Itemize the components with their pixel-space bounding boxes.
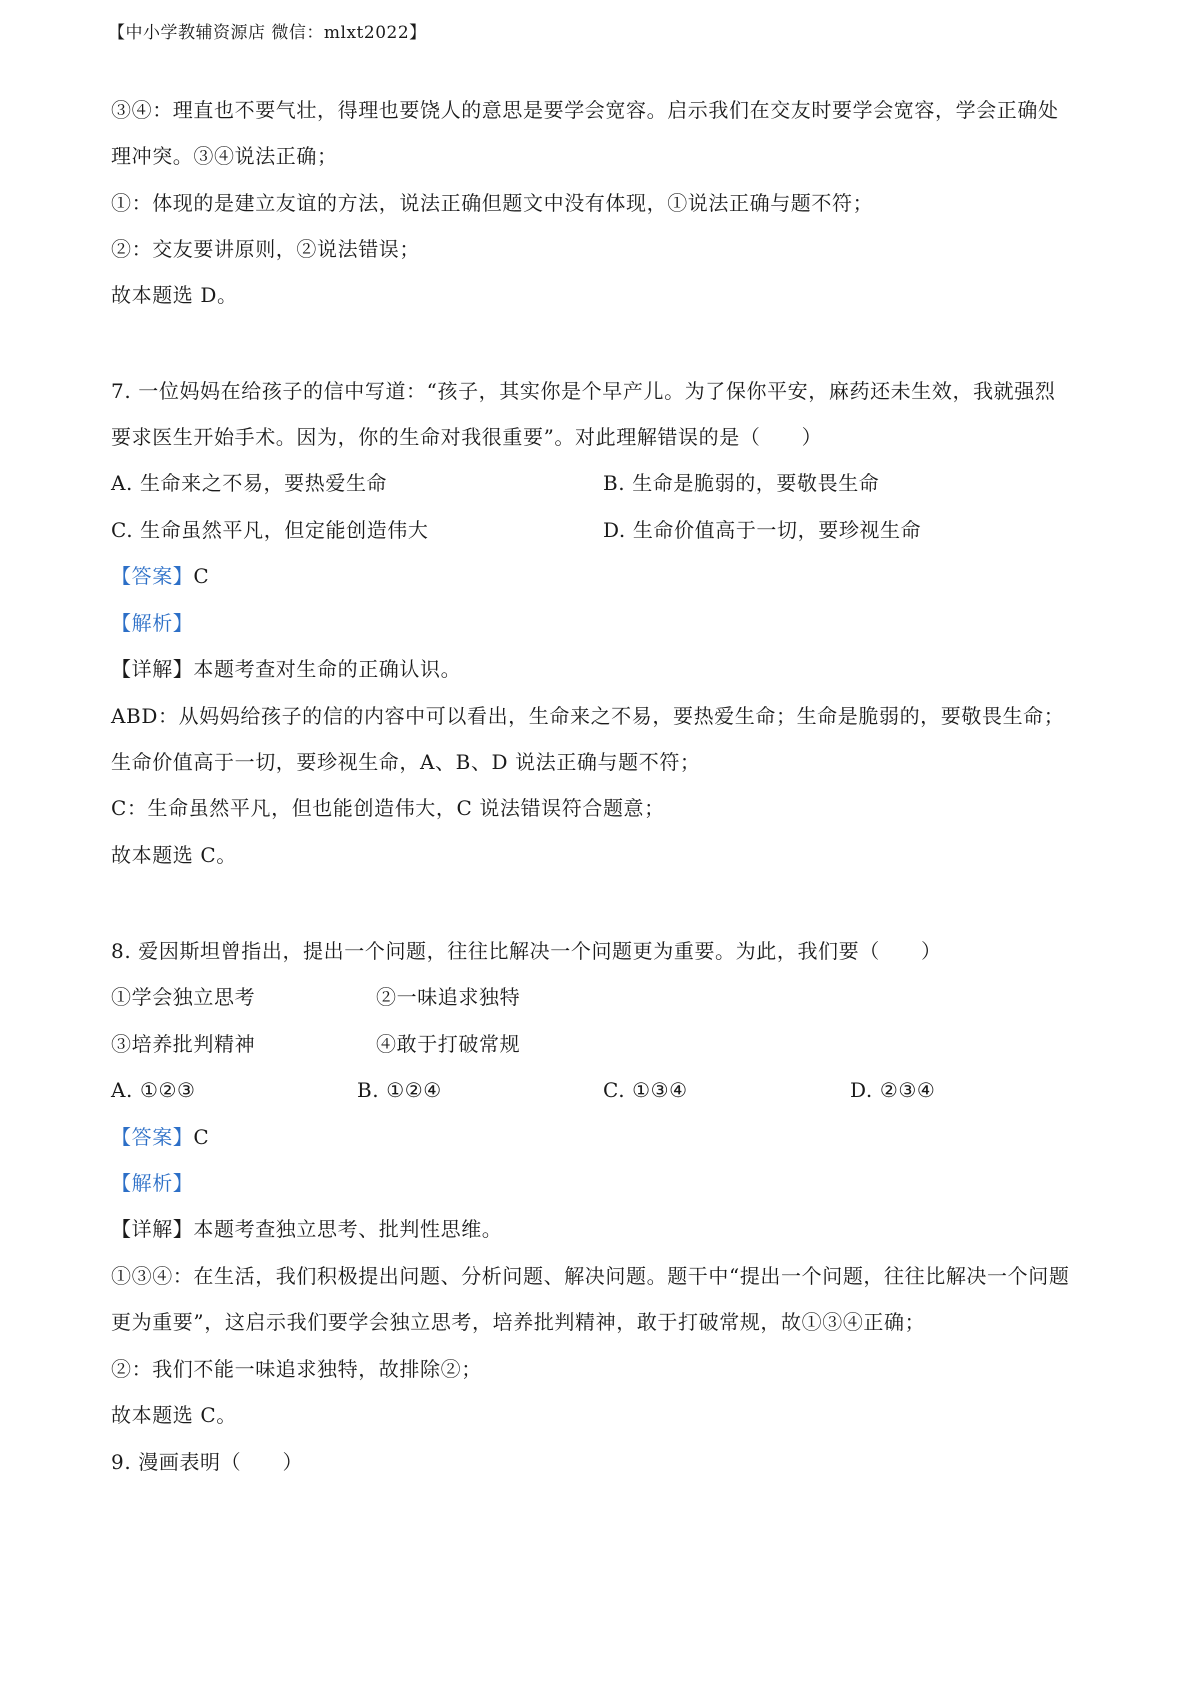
q8-stem: 8. 爱因斯坦曾指出，提出一个问题，往往比解决一个问题更为重要。为此，我们要（ ） — [111, 939, 942, 963]
q8-analysis-line: ②：我们不能一味追求独特，故排除②； — [111, 1357, 482, 1381]
q8-item-4: ④敢于打破常规 — [376, 1032, 521, 1056]
prev-analysis-line: 理冲突。③④说法正确； — [111, 144, 338, 168]
q7-option-b: B. 生命是脆弱的，要敬畏生命 — [603, 471, 880, 495]
q7-option-a: A. 生命来之不易，要热爱生命 — [111, 471, 388, 495]
q7-answer — [111, 563, 209, 589]
prev-analysis-line: ②：交友要讲原则，②说法错误； — [111, 237, 420, 261]
q7-stem: 7. 一位妈妈在给孩子的信中写道：“孩子，其实你是个早产儿。为了保你平安，麻药还未生效，我就强烈 — [111, 379, 1056, 403]
q8-option-b: B. ①②④ — [357, 1078, 442, 1102]
q8-detail: 【详解】本题考查独立思考、批判性思维。 — [111, 1217, 503, 1241]
q7-conclusion: 故本题选 C。 — [111, 843, 237, 867]
q8-item-3: ③培养批判精神 — [111, 1032, 256, 1056]
page-header: 【中小学教辅资源店 微信：mlxt2022】 — [108, 23, 427, 43]
q8-conclusion: 故本题选 C。 — [111, 1403, 237, 1427]
q7-analysis-tag: 【解析】 — [111, 611, 194, 635]
q7-analysis-line: C：生命虽然平凡，但也能创造伟大，C 说法错误符合题意； — [111, 796, 665, 820]
answer-tag: 【答案】 — [111, 564, 194, 588]
q8-option-c: C. ①③④ — [603, 1078, 688, 1102]
q7-option-d: D. 生命价值高于一切，要珍视生命 — [603, 518, 922, 542]
prev-analysis-line: ①：体现的是建立友谊的方法，说法正确但题文中没有体现，①说法正确与题不符； — [111, 191, 874, 215]
q8-option-d: D. ②③④ — [850, 1078, 936, 1102]
q8-item-2: ②一味追求独特 — [376, 985, 521, 1009]
answer-value: C — [193, 1125, 210, 1149]
q7-analysis-line: 生命价值高于一切，要珍视生命，A、B、D 说法正确与题不符； — [111, 750, 701, 774]
q8-option-a: A. ①②③ — [111, 1078, 196, 1102]
q8-item-1: ①学会独立思考 — [111, 985, 256, 1009]
q7-analysis-line: ABD：从妈妈给孩子的信的内容中可以看出，生命来之不易，要热爱生命；生命是脆弱的，要敬畏生命； — [111, 704, 1065, 728]
q8-analysis-line: 更为重要”，这启示我们要学会独立思考，培养批判精神，敢于打破常规，故①③④正确； — [111, 1310, 926, 1334]
q7-option-c: C. 生命虽然平凡，但定能创造伟大 — [111, 518, 429, 542]
prev-analysis-line: ③④：理直也不要气壮，得理也要饶人的意思是要学会宽容。启示我们在交友时要学会宽容，学会正确处 — [111, 98, 1059, 122]
answer-value: C — [193, 564, 210, 588]
q9-stem: 9. 漫画表明（ ） — [111, 1450, 304, 1474]
q7-detail: 【详解】本题考查对生命的正确认识。 — [111, 657, 462, 681]
prev-conclusion: 故本题选 D。 — [111, 283, 238, 307]
q8-analysis-line: ①③④：在生活，我们积极提出问题、分析问题、解决问题。题干中“提出一个问题，往往比解决一个问题 — [111, 1264, 1070, 1288]
q7-stem: 要求医生开始手术。因为，你的生命对我很重要”。对此理解错误的是（ ） — [111, 425, 823, 449]
q8-answer — [111, 1124, 209, 1150]
answer-tag: 【答案】 — [111, 1125, 194, 1149]
q8-analysis-tag: 【解析】 — [111, 1171, 194, 1195]
